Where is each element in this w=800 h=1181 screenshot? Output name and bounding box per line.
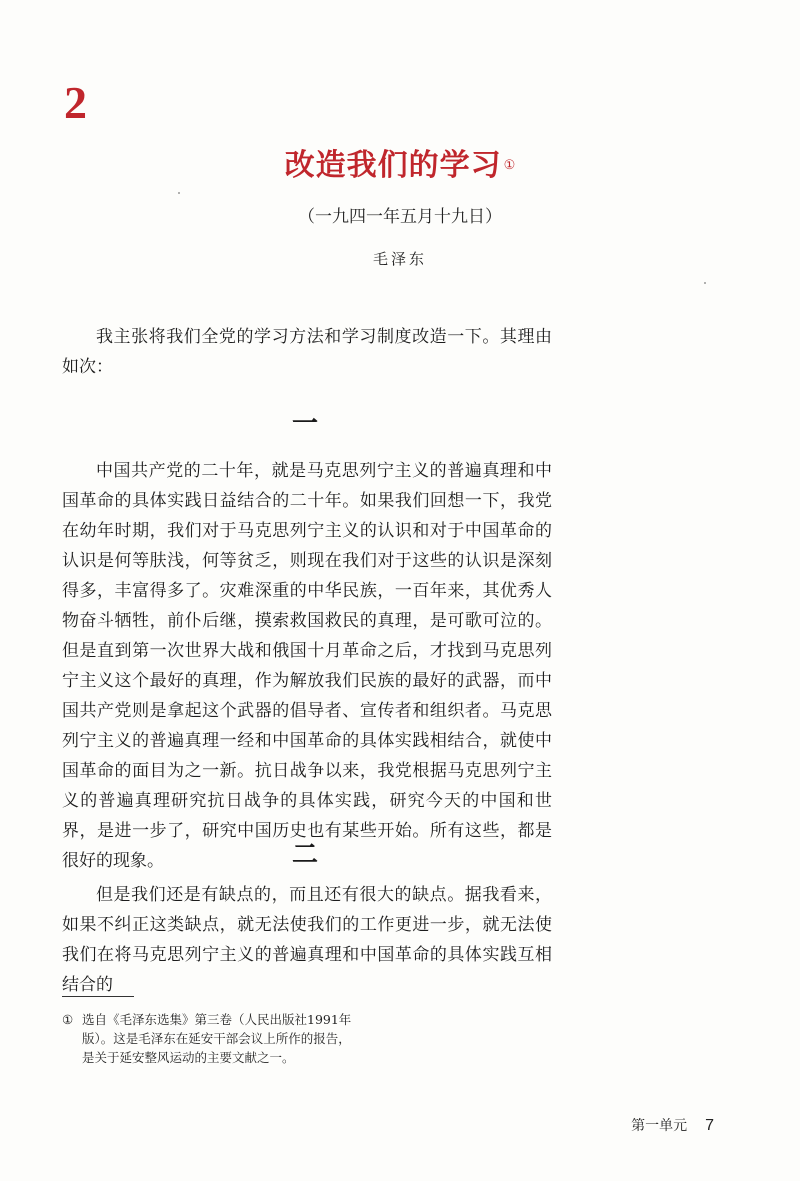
footnote-line-3: 是关于延安整风运动的主要文献之一。 — [82, 1050, 295, 1065]
lesson-date: （一九四一年五月十九日） — [298, 207, 502, 227]
page-number: 7 — [705, 1117, 714, 1134]
section-one-block — [62, 456, 552, 876]
scan-speck — [178, 192, 180, 194]
footnote — [62, 1010, 372, 1067]
lesson-number: 2 — [64, 77, 87, 128]
footnote-line-2: 版）。这是毛泽东在延安干部会议上所作的报告， — [82, 1031, 351, 1046]
page-footer — [631, 1115, 714, 1135]
title-block — [0, 140, 800, 184]
footnote-line-1 — [62, 1010, 372, 1029]
intro-paragraph: 我主张将我们全党的学习方法和学习制度改造一下。其理由如次： — [62, 327, 552, 377]
lesson-title: 改造我们的学习 — [284, 148, 502, 183]
footnote-text-1: 选自《毛泽东选集》第三卷（人民出版社1991年 — [82, 1012, 352, 1027]
intro-paragraph-block — [62, 322, 552, 382]
unit-label: 第一单元 — [631, 1118, 688, 1134]
section-two-heading: 二 — [291, 840, 318, 870]
section-one-heading: 一 — [291, 409, 318, 439]
title-footnote-marker: ① — [503, 157, 516, 173]
section-two-paragraph: 但是我们还是有缺点的，而且还有很大的缺点。据我看来，如果不纠正这类缺点，就无法使我们的工作更进一步，就无法使我们在将马克思列宁主义的普遍真理和中国革命的具体实践互相结合的 — [62, 885, 552, 995]
section-two-block — [62, 880, 552, 1000]
footnote-marker: ① — [62, 1012, 74, 1027]
footnote-divider — [62, 996, 134, 997]
section-one-paragraph: 中国共产党的二十年，就是马克思列宁主义的普遍真理和中国革命的具体实践日益结合的二十年。如果我们回想一下，我党在幼年时期，我们对于马克思列宁主义的认识和对于中国革命的认识是何等肤浅，何等贫乏，则现在我们对于这些的认识是深刻得多，丰富得多了。灾难深重的中华民族，一百年来，其优秀人物奋斗牺牲，前仆后继，摸索救国救民的真理，是可歌可泣的。但是直到第一次世界大战和俄国十月革命之后，才找到马克思列宁主义这个最好的真理，作为解放我们民族的最好的武器，而中国共产党则是拿起这个武器的倡导者、宣传者和组织者。马克思列宁主义的普遍真理一经和中国革命的具体实践相结合，就使中国革命的面目为之一新。抗日战争以来，我党根据马克思列宁主义的普遍真理研究抗日战争的具体实践，研究今天的中国和世界，是进一步了，研究中国历史也有某些开始。所有这些，都是很好的现象。 — [62, 461, 552, 871]
lesson-author: 毛泽东 — [372, 250, 427, 268]
scan-speck — [704, 282, 706, 284]
